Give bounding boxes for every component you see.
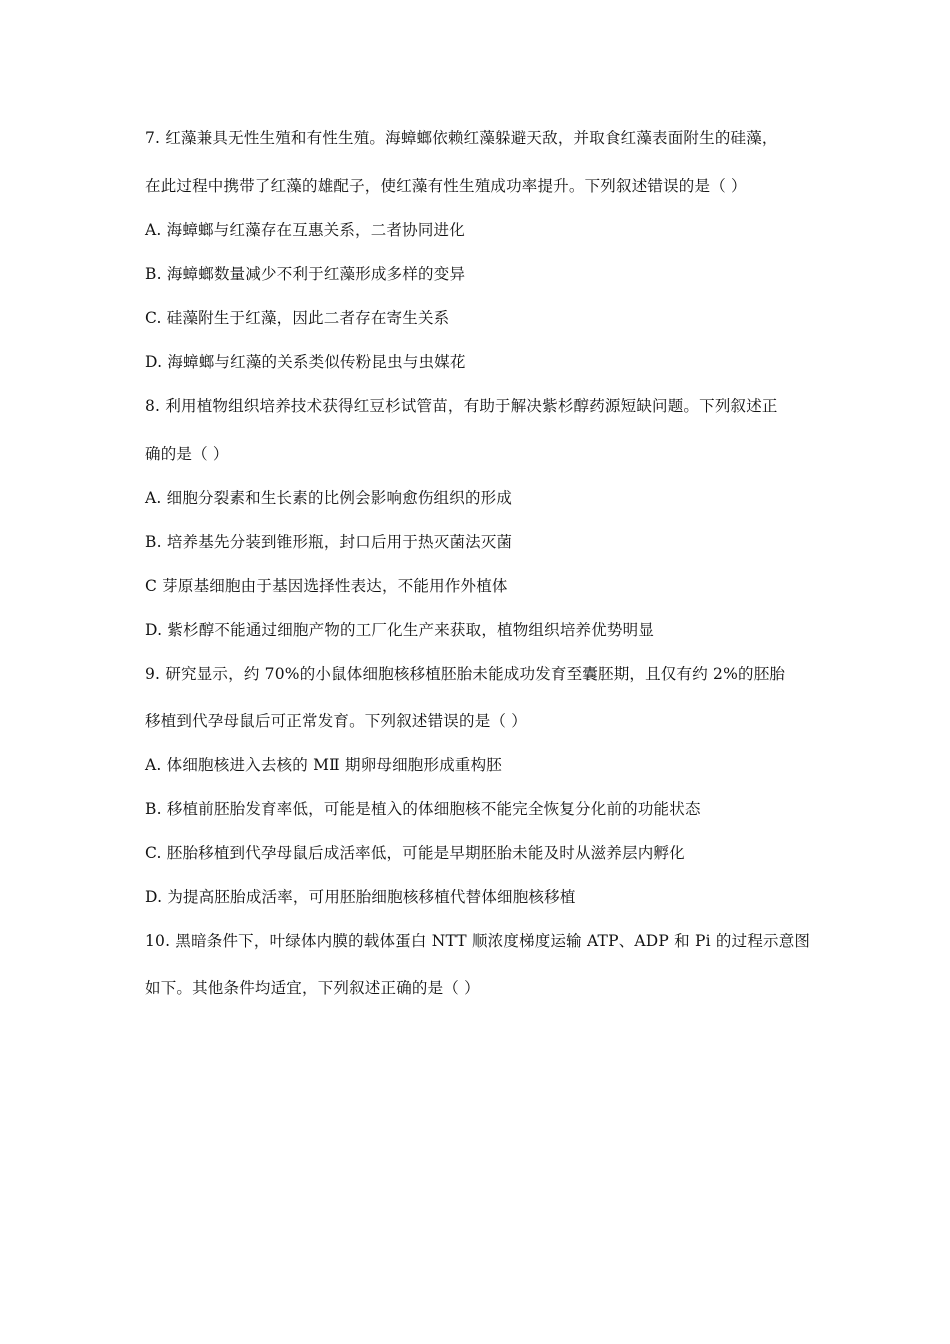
question-8-option-b: B. 培养基先分装到锥形瓶，封口后用于热灭菌法灭菌 [145,533,513,551]
question-7-stem-line-1: 7. 红藻兼具无性生殖和有性生殖。海蟑螂依赖红藻躲避天敌，并取食红藻表面附生的硅藻， [145,129,778,147]
question-10-stem-line-1: 10. 黑暗条件下，叶绿体内膜的载体蛋白 NTT 顺浓度梯度运输 ATP、ADP 和 Pi 的过程示意图 [145,932,811,950]
question-7-option-d: D. 海蟑螂与红藻的关系类似传粉昆虫与虫媒花 [145,353,466,371]
question-9-option-a: A. 体细胞核进入去核的 MⅡ 期卵母细胞形成重构胚 [145,756,503,774]
question-8-stem-line-1: 8. 利用植物组织培养技术获得红豆杉试管苗，有助于解决紫杉醇药源短缺问题。下列叙述正 [145,397,778,415]
question-7-stem-line-2: 在此过程中携带了红藻的雄配子，使红藻有性生殖成功率提升。下列叙述错误的是（ ） [145,177,747,195]
question-9-option-d: D. 为提高胚胎成活率，可用胚胎细胞核移植代替体细胞核移植 [145,888,576,906]
question-9-option-c: C. 胚胎移植到代孕母鼠后成活率低，可能是早期胚胎未能及时从滋养层内孵化 [145,844,685,862]
question-9-option-b: B. 移植前胚胎发育率低，可能是植入的体细胞核不能完全恢复分化前的功能状态 [145,800,701,818]
question-9-stem-line-1: 9. 研究显示，约 70%的小鼠体细胞核移植胚胎未能成功发育至囊胚期，且仅有约 2%的胚胎 [145,665,786,683]
question-10-stem-line-2: 如下。其他条件均适宜，下列叙述正确的是（ ） [145,979,480,997]
question-8-option-c: C 芽原基细胞由于基因选择性表达，不能用作外植体 [145,577,508,595]
question-7-option-c: C. 硅藻附生于红藻，因此二者存在寄生关系 [145,309,450,327]
question-7-option-a: A. 海蟑螂与红藻存在互惠关系，二者协同进化 [145,221,465,239]
question-9-stem-line-2: 移植到代孕母鼠后可正常发育。下列叙述错误的是（ ） [145,712,527,730]
question-7-option-b: B. 海蟑螂数量减少不利于红藻形成多样的变异 [145,265,466,283]
question-8-option-d: D. 紫杉醇不能通过细胞产物的工厂化生产来获取，植物组织培养优势明显 [145,621,655,639]
question-8-option-a: A. 细胞分裂素和生长素的比例会影响愈伤组织的形成 [145,489,513,507]
question-8-stem-line-2: 确的是（ ） [145,445,229,463]
